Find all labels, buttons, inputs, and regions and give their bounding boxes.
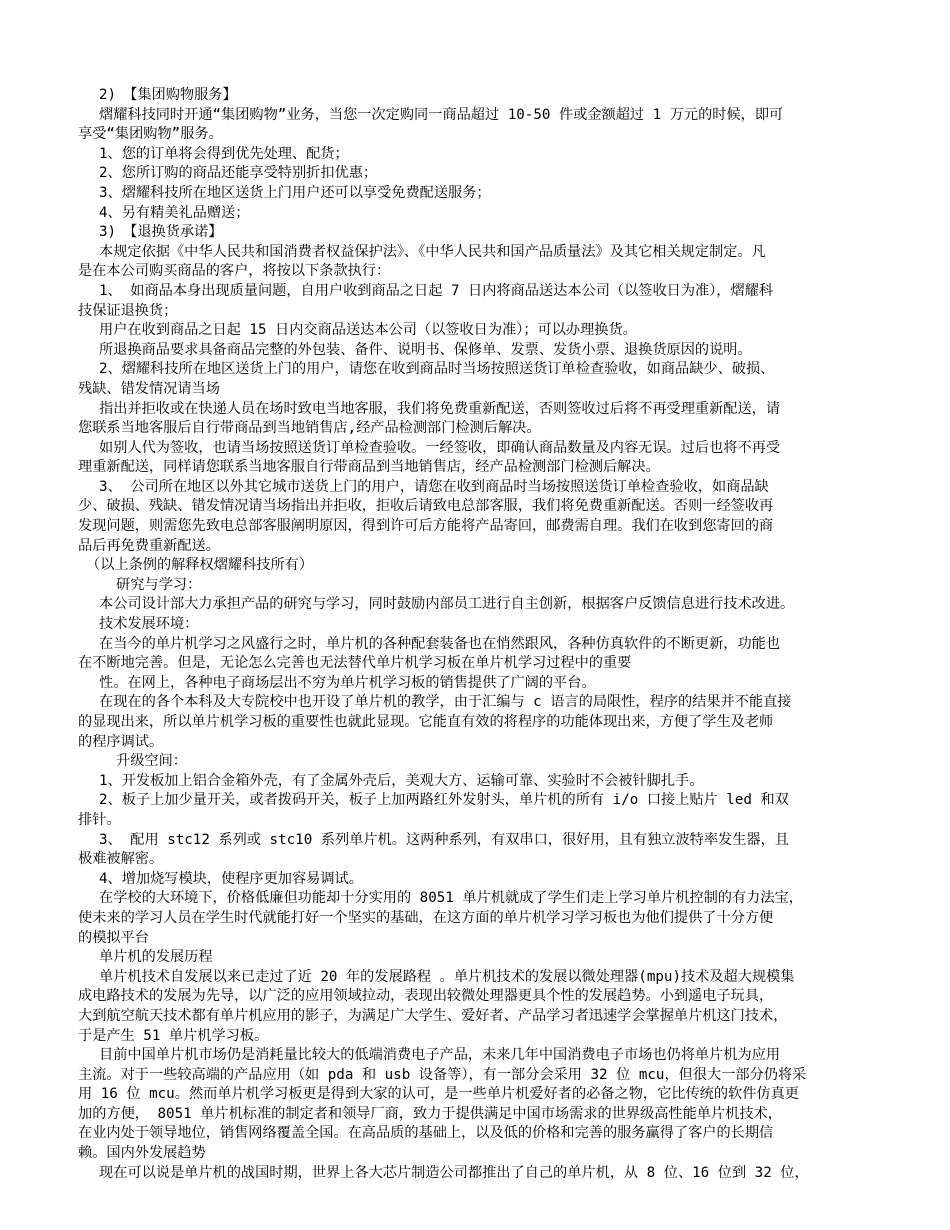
text-line: 残缺、错发情况请当场	[78, 380, 220, 397]
text-line: 大到航空航天技术都有单片机应用的影子，为满足广大学生、爱好者、产品学习者迅速学会掌握单片机这门技术，	[78, 1007, 788, 1024]
text-line: 单片机技术自发展以来已走过了近 20 年的发展路程 。单片机技术的发展以微处理器(mpu)技术及超大规模集	[99, 968, 795, 985]
text-line: 2、您所订购的商品还能享受特别折扣优惠；	[99, 165, 378, 182]
text-line: 2、板子上加少量开关，或者拨码开关，板子上加两路红外发射头，单片机的所有 i/o 口接上贴片 led 和双	[99, 792, 789, 809]
text-line: 在学校的大环境下，价格低廉但功能却十分实用的 8051 单片机就成了学生们走上学习单片机控制的有力法宝，	[99, 890, 803, 907]
document-text-body	[78, 86, 920, 1183]
text-line: 4、增加烧写模块，使程序更加容易调试。	[99, 870, 363, 887]
text-line: 理重新配送，同样请您联系当地客服自行带商品到当地销售店，经产品检测部门检测后解决。	[78, 459, 660, 476]
text-line: 1、开发板加上铝合金箱外壳，有了金属外壳后，美观大方、运输可靠、实验时不会被针脚扎手。	[99, 772, 704, 789]
text-line: 于是产生 51 单片机学习板。	[78, 1027, 269, 1044]
text-line: 2) 【集团购物服务】	[99, 87, 237, 103]
text-line: 3、熠耀科技所在地区送货上门用户还可以享受免费配送服务；	[99, 184, 491, 201]
text-line: 品后再免费重新配送。	[78, 537, 220, 554]
text-line: 3、 公司所在地区以外其它城市送货上门的用户，请您在收到商品时当场按照送货订单检查验收，如商品缺	[99, 478, 769, 495]
text-line: 现在可以说是单片机的战国时期，世界上各大芯片制造公司都推出了自己的单片机，从 8 位、16 位到 32 位，	[99, 1164, 809, 1181]
text-line: 单片机的发展历程	[99, 949, 213, 966]
text-line: 所退换商品要求具备商品完整的外包装、备件、说明书、保修单、发票、发货小票、退换货原因的说明。	[99, 341, 752, 358]
text-line: 排针。	[78, 811, 121, 828]
text-line: 目前中国单片机市场仍是消耗量比较大的低端消费电子产品，未来几年中国消费电子市场也仍将单片机为应用	[99, 1047, 781, 1064]
text-line: 本公司设计部大力承担产品的研究与学习，同时鼓励内部员工进行自主创新，根据客户反馈信息进行技术改进。	[99, 596, 795, 613]
text-line: 1、 如商品本身出现质量问题，自用户收到商品之日起 7 日内将商品送达本公司（以签收日为准），熠耀科	[99, 282, 774, 299]
text-line: 技术发展环境：	[99, 616, 199, 633]
text-line: 用 16 位 mcu。然而单片机学习板更是得到大家的认可，是一些单片机爱好者的必备之物，它比传统的软件仿真更	[78, 1086, 799, 1103]
text-line: 的模拟平台	[78, 929, 149, 946]
text-line: 在当今的单片机学习之风盛行之时，单片机的各种配套装备也在悄然跟风，各种仿真软件的不断更新，功能也	[99, 635, 781, 652]
text-line: 4、另有精美礼品赠送；	[99, 204, 250, 221]
text-line: 熠耀科技同时开通“集团购物”业务，当您一次定购同一商品超过 10-50 件或金额超过 1 万元的时候，即可	[99, 106, 784, 123]
text-line: 本规定依据《中华人民共和国消费者权益保护法》、《中华人民共和国产品质量法》及其它相关规定制定。凡	[99, 243, 766, 260]
text-line: 技保证退换货；	[78, 302, 178, 319]
text-line: 性。在网上，各种电子商场层出不穷为单片机学习板的销售提供了广阔的平台。	[99, 674, 596, 691]
text-line: 发现问题，则需您先致电总部客服阐明原因，得到许可后方能将产品寄回，邮费需自理。我们在收到您寄回的商	[78, 518, 774, 535]
text-line: 极难被解密。	[78, 851, 164, 868]
text-line: 2、熠耀科技所在地区送货上门的用户，请您在收到商品时当场按照送货订单检查验收，如商品缺少、破损、	[99, 361, 775, 378]
text-line: 在现在的各个本科及大专院校中也开设了单片机的教学，由于汇编与 c 语言的局限性，程序的结果并不能直接	[99, 694, 792, 711]
text-line: 赖。国内外发展趋势	[78, 1145, 206, 1162]
text-line: 您联系当地客服后自行带商品到当地销售店,经产品检测部门检测后解决。	[78, 420, 541, 437]
text-line: 享受“集团购物”服务。	[78, 126, 223, 143]
text-line: 主流。对于一些较高端的产品应用（如 pda 和 usb 设备等），有一部分会采用 32 位 mcu，但很大一部分仍将采	[78, 1066, 807, 1083]
text-line: 用户在收到商品之日起 15 日内交商品送达本公司（以签收日为准）；可以办理换货。	[99, 322, 637, 339]
text-line: 加的方便， 8051 单片机标准的制定者和领导厂商，致力于提供满足中国市场需求的世界级高性能单片机技术，	[78, 1105, 782, 1122]
text-line: 升级空间：	[116, 753, 187, 770]
text-line: 3) 【退换货承诺】	[99, 224, 223, 241]
text-line: 研究与学习：	[116, 576, 202, 593]
text-line: 1、您的订单将会得到优先处理、配货；	[99, 145, 349, 162]
text-line: 指出并拒收或在快递人员在场时致电当地客服，我们将免费重新配送，否则签收过后将不再受理重新配送，请	[99, 400, 781, 417]
text-line: 在业内处于领导地位，销售网络覆盖全国。在高品质的基础上，以及低的价格和完善的服务赢得了客户的长期信	[78, 1125, 774, 1142]
text-line: 使未来的学习人员在学生时代就能打好一个坚实的基础，在这方面的单片机学习学习板也为他们提供了十分方便	[78, 909, 774, 926]
text-line: 如别人代为签收，也请当场按照送货订单检查验收。一经签收，即确认商品数量及内容无误。过后也将不再受	[99, 439, 781, 456]
text-line: 在不断地完善。但是，无论怎么完善也无法替代单片机学习板在单片机学习过程中的重要	[78, 655, 632, 672]
text-line: （以上条例的解释权熠耀科技所有）	[86, 557, 314, 574]
text-line: 的程序调试。	[78, 733, 164, 750]
text-line: 是在本公司购买商品的客户，将按以下条款执行：	[78, 263, 391, 280]
text-line: 少、破损、残缺、错发情况请当场指出并拒收，拒收后请致电总部客服，我们将免费重新配送。否则一经签收再	[78, 498, 774, 515]
text-line: 3、 配用 stc12 系列或 stc10 系列单片机。这两种系列，有双串口，很好用，且有独立波特率发生器，且	[99, 831, 789, 848]
text-line: 的显现出来，所以单片机学习板的重要性也就此显现。它能直有效的将程序的功能体现出来，方便了学生及老师	[78, 714, 774, 730]
text-line: 成电路技术的发展为先导，以广泛的应用领域拉动，表现出较微处理器更具个性的发展趋势。小到遥电子玩具，	[78, 988, 774, 1005]
